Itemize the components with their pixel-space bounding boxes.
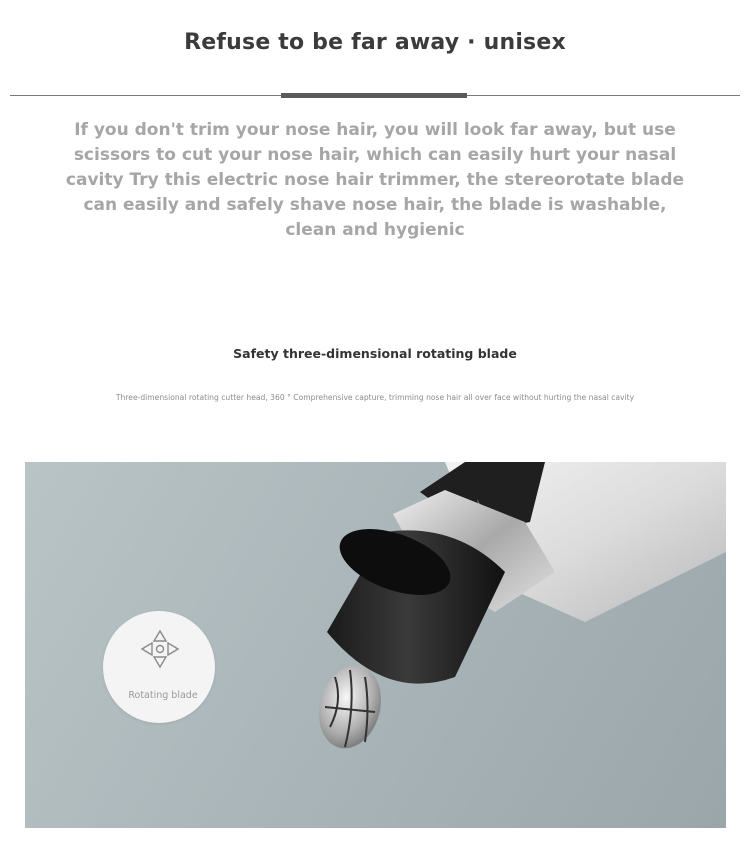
intro-paragraph: If you don't trim your nose hair, you will look far away, but use scissors to cut your nose hair, which can easily hurt your nasal cavity Try this electric nose hair trimmer, the stereorotate blade can easily and safely shave nose hair, the blade is washable, clean and hygienic — [65, 120, 685, 240]
rotating-blade-badge — [103, 611, 215, 723]
title-divider-accent — [281, 93, 467, 98]
page-title: Refuse to be far away · unisex — [184, 30, 566, 55]
rotating-blade-icon — [136, 625, 184, 673]
feature-title: Safety three-dimensional rotating blade — [233, 346, 517, 361]
feature-description: Three-dimensional rotating cutter head, 360 ° Comprehensive capture, trimming nose hair all over face without hurting the nasal cavity — [115, 393, 635, 402]
rotating-blade-label: Rotating blade — [128, 690, 198, 701]
